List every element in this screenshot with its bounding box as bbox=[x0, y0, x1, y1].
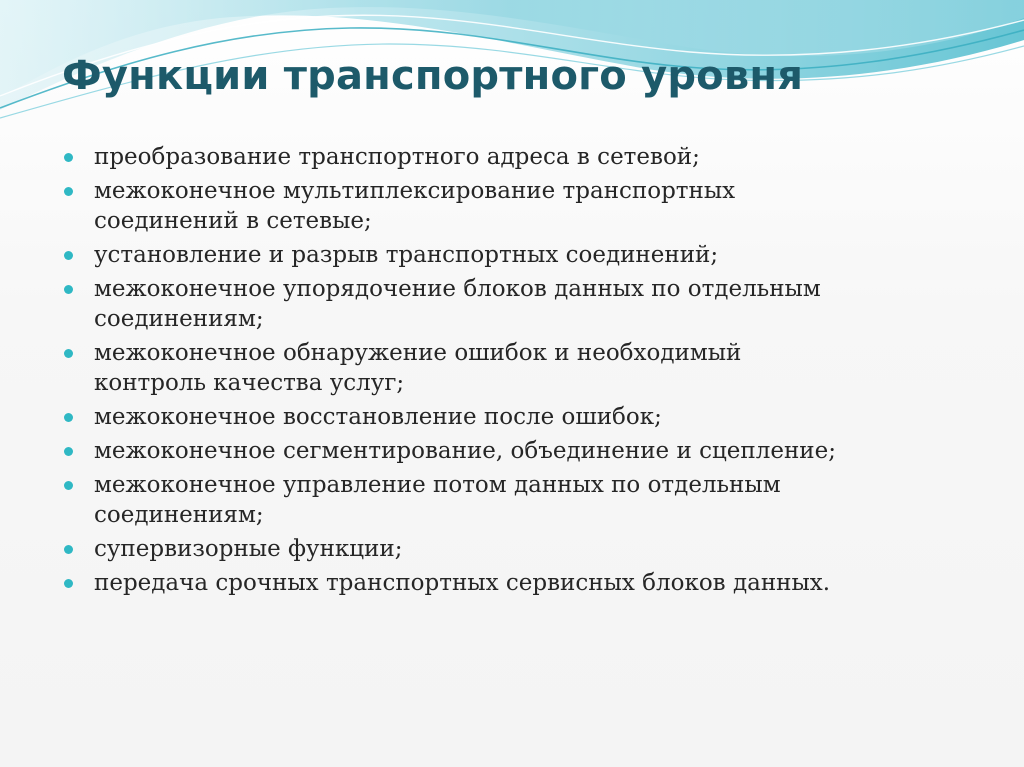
slide-title: Функции транспортного уровня bbox=[62, 53, 804, 99]
bullet-item bbox=[62, 534, 1002, 564]
bullet-item bbox=[62, 274, 1002, 334]
bullet-item bbox=[62, 176, 1002, 236]
bullet-dot-icon bbox=[64, 187, 73, 196]
bullet-dot-icon bbox=[64, 481, 73, 490]
bullet-text: супервизорные функции; bbox=[94, 536, 403, 562]
bullet-item bbox=[62, 470, 1002, 530]
bullet-text: межоконечное восстановление после ошибок; bbox=[94, 404, 662, 430]
bullet-item bbox=[62, 338, 1002, 398]
bullet-item bbox=[62, 240, 1002, 270]
bullet-text: межоконечное упорядочение блоков данных по отдельным соединениям; bbox=[94, 276, 821, 332]
bullet-item bbox=[62, 142, 1002, 172]
bullet-text: межоконечное управление потом данных по отдельным соединениям; bbox=[94, 472, 781, 528]
bullet-dot-icon bbox=[64, 447, 73, 456]
bullet-dot-icon bbox=[64, 153, 73, 162]
bullet-text: установление и разрыв транспортных соединений; bbox=[94, 242, 719, 268]
bullet-item bbox=[62, 568, 1002, 598]
bullet-dot-icon bbox=[64, 545, 73, 554]
bullet-text: межоконечное мультиплексирование транспортных соединений в сетевые; bbox=[94, 178, 736, 234]
bullet-text: межоконечное обнаружение ошибок и необходимый контроль качества услуг; bbox=[94, 340, 742, 396]
bullet-item bbox=[62, 402, 1002, 432]
bullet-dot-icon bbox=[64, 251, 73, 260]
bullet-list-container bbox=[62, 142, 1002, 602]
bullet-dot-icon bbox=[64, 413, 73, 422]
bullet-text: передача срочных транспортных сервисных блоков данных. bbox=[94, 570, 831, 596]
bullet-dot-icon bbox=[64, 285, 73, 294]
bullet-list bbox=[62, 142, 1002, 598]
bullet-text: межоконечное сегментирование, объединение и сцепление; bbox=[94, 438, 836, 464]
bullet-dot-icon bbox=[64, 579, 73, 588]
bullet-item bbox=[62, 436, 1002, 466]
bullet-dot-icon bbox=[64, 349, 73, 358]
bullet-text: преобразование транспортного адреса в сетевой; bbox=[94, 144, 700, 170]
